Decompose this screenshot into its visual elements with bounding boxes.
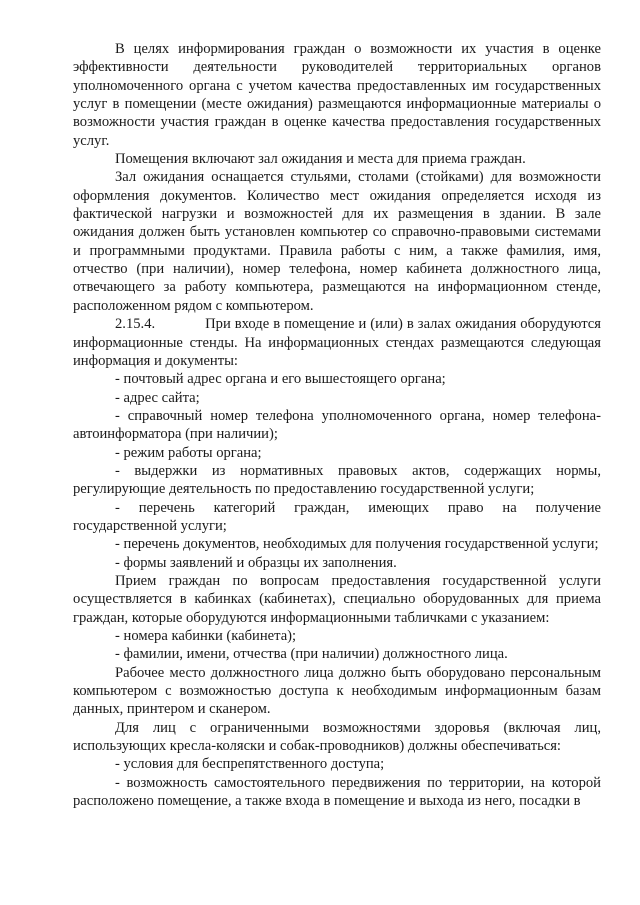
document-body xyxy=(73,40,601,810)
paragraph-reception: Прием граждан по вопросам предоставления государственной услуги осуществляется в кабинках (кабинетах), специально оборудованных для приема граждан, которые оборудуются информационными табличками с указанием: xyxy=(73,572,601,626)
list-item: - выдержки из нормативных правовых актов, содержащих нормы, регулирующие деятельность по предоставлению государственной услуги; xyxy=(73,462,601,498)
paragraph-waiting-hall: Зал ожидания оснащается стульями, столами (стойками) для возможности оформления документов. Количество мест ожидания определяется исходя из фактической нагрузки и возможностей для их размещения в здании. В зале ожидания должен быть установлен компьютер со справочно-правовыми системами и программными продуктами. Правила работы с ним, а также фамилия, имя, отчество (при наличии), номер телефона, номер кабинета должностного лица, отвечающего за работу компьютера, размещаются на информационном стенде, расположенном рядом с компьютером. xyxy=(73,169,601,314)
list-item: - почтовый адрес органа и его вышестоящего органа; xyxy=(115,371,446,388)
paragraph-disabled-access: Для лиц с ограниченными возможностями здоровья (включая лиц, использующих кресла-коляски и собак-проводников) должны обеспечиваться: xyxy=(73,719,601,755)
list-item: - перечень категорий граждан, имеющих право на получение государственной услуги; xyxy=(73,499,601,534)
paragraph-workplace: Рабочее место должностного лица должно быть оборудовано персональным компьютером с возможностью доступа к необходимым информационным базам данных, принтером и сканером. xyxy=(73,664,601,718)
list-item: - возможность самостоятельного передвижения по территории, на которой расположено помещение, а также входа в помещение и выхода из него, посадки в xyxy=(73,774,601,810)
list-item: - режим работы органа; xyxy=(115,444,262,461)
paragraph-section-2-15-4 xyxy=(73,315,601,370)
list-item: - фамилии, имени, отчества (при наличии) должностного лица. xyxy=(115,646,508,663)
list-item: - адрес сайта; xyxy=(115,389,200,406)
paragraph-premises: Помещения включают зал ожидания и места для приема граждан. xyxy=(115,151,526,168)
section-number: 2.15.4. xyxy=(115,316,156,333)
list-item: - номера кабинки (кабинета); xyxy=(115,628,297,644)
list-item: - условия для беспрепятственного доступа; xyxy=(115,756,385,773)
list-item: - перечень документов, необходимых для получения государственной услуги; xyxy=(115,536,599,553)
list-item: - формы заявлений и образцы их заполнения. xyxy=(115,554,397,571)
paragraph-information-materials: В целях информирования граждан о возможности их участия в оценке эффективности деятельности руководителей территориальных органов уполномоченного органа с учетом качества предоставленных им государственных услуг в помещении (месте ожидания) размещаются информационные материалы о возможности участия граждан в оценке качества предоставления государственных услуг. xyxy=(73,41,601,149)
list-item: - справочный номер телефона уполномоченного органа, номер телефона-автоинформатора (при наличии); xyxy=(73,407,601,443)
section-text: При входе в помещение и (или) в залах ожидания оборудуются информационные стенды. На информационных стендах размещаются следующая информация и документы: xyxy=(73,316,601,369)
